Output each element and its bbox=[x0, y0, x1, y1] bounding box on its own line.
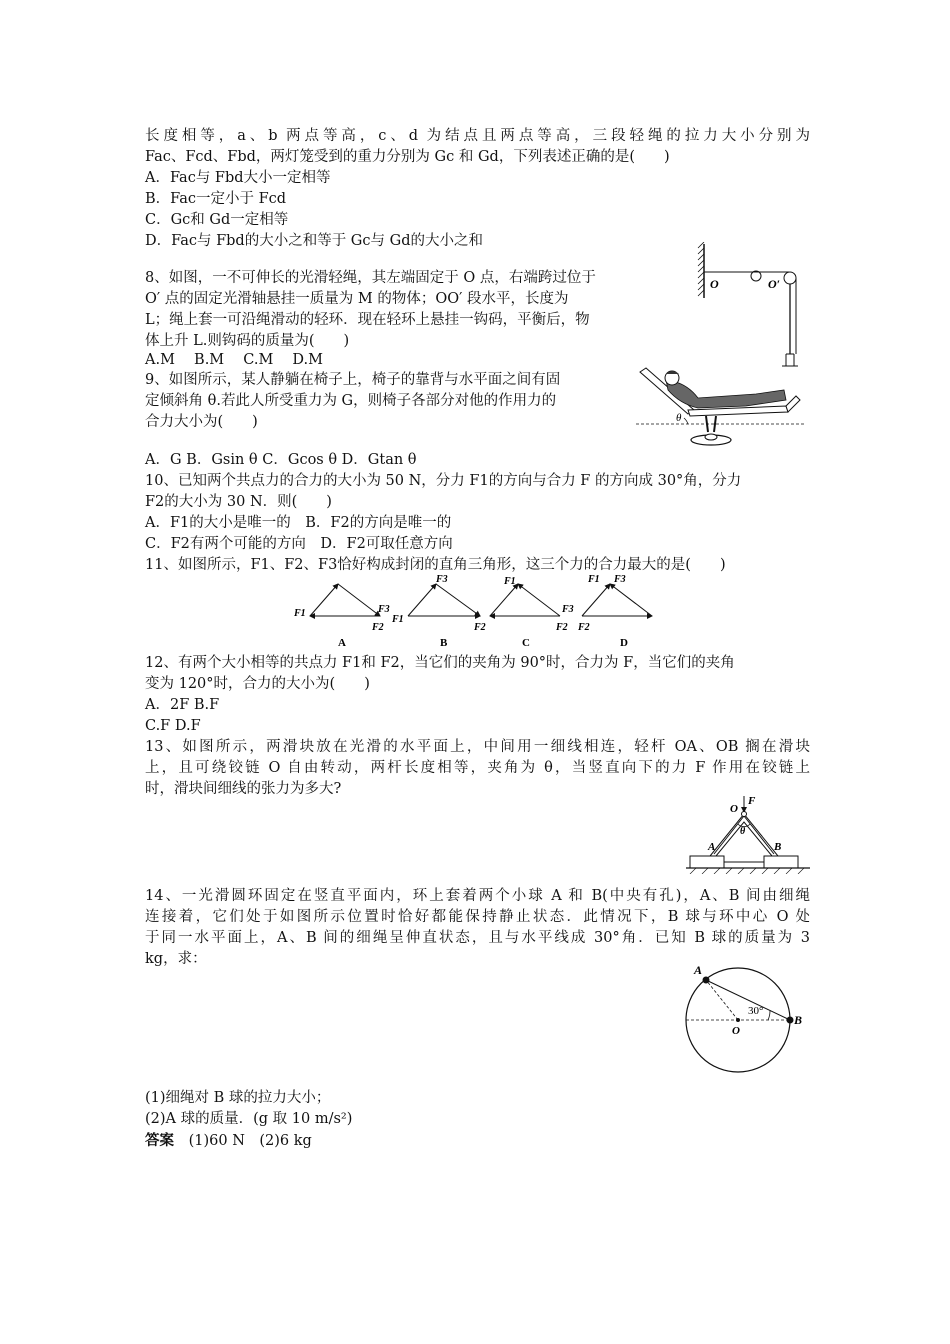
q10-options-1: A．F1的大小是唯一的 B．F2的方向是唯一的 bbox=[145, 515, 452, 531]
tri-a-f2: F2 bbox=[372, 622, 384, 633]
q10-line-1: 10、已知两个共点力的合力的大小为 50 N，分力 F1的方向与合力 F 的方向成 30°角，分力 bbox=[145, 473, 742, 489]
triangle-b bbox=[391, 574, 486, 649]
q14-label-a: A bbox=[694, 963, 703, 977]
q7-option-a: A．Fac与 Fbd大小一定相等 bbox=[145, 170, 331, 186]
tri-d-f3: F3 bbox=[614, 574, 626, 585]
tri-a-f1: F1 bbox=[294, 608, 306, 619]
q9-line-2: 定倾斜角 θ.若此人所受重力为 G，则椅子各部分对他的作用力的 bbox=[145, 393, 557, 409]
q13-label-b: B bbox=[774, 841, 782, 853]
tri-c-f3: F3 bbox=[562, 604, 574, 615]
q10-line-2: F2的大小为 30 N．则( ) bbox=[145, 494, 332, 510]
q8-line-3: L；绳上套一可沿绳滑动的轻环．现在轻环上悬挂一钩码，平衡后，物 bbox=[145, 312, 590, 328]
tri-c-label: C bbox=[522, 637, 530, 649]
q11-triangles-figure bbox=[290, 572, 662, 652]
q8-options: A.M B.M C.M D.M bbox=[145, 352, 323, 368]
q13-label-a: A bbox=[708, 841, 716, 853]
q14-label-b: B bbox=[794, 1013, 803, 1027]
q8-line-2: O′ 点的固定光滑轴悬挂一质量为 M 的物体；OO′ 段水平，长度为 bbox=[145, 291, 569, 307]
q12-line-2: 变为 120°时，合力的大小为( ) bbox=[145, 676, 370, 692]
q14-line-2: 连接着，它们处于如图所示位置时恰好都能保持静止状态．此情况下，B 球与环中心 O 处 bbox=[145, 909, 810, 925]
q8-label-o-prime: O′ bbox=[768, 277, 781, 291]
triangle-d bbox=[577, 574, 652, 649]
q13-label-o: O bbox=[730, 803, 738, 815]
q14-ring-figure bbox=[680, 958, 808, 1074]
tri-d-label: D bbox=[620, 637, 628, 649]
triangle-a bbox=[293, 584, 390, 649]
q14-sub-2: (2)A 球的质量．(g 取 10 m/s²) bbox=[145, 1111, 353, 1127]
q9-label-theta: θ bbox=[676, 412, 682, 424]
answer-text: (1)60 N (2)6 kg bbox=[188, 1133, 312, 1149]
tri-d-f1: F1 bbox=[588, 574, 600, 585]
q12-line-1: 12、有两个大小相等的共点力 F1和 F2，当它们的夹角为 90°时，合力为 F，当它们的夹角 bbox=[145, 655, 735, 671]
q13-label-theta: θ bbox=[740, 826, 746, 837]
tri-b-f2: F2 bbox=[474, 622, 486, 633]
q13-line-1: 13、如图所示，两滑块放在光滑的水平面上，中间用一细线相连，轻杆 OA、OB 搁在滑块 bbox=[145, 739, 810, 755]
q13-rods-figure bbox=[686, 792, 810, 874]
q8-pulley-figure bbox=[690, 242, 805, 370]
q12-options-1: A．2F B.F bbox=[145, 697, 220, 713]
q14-line-4: kg，求： bbox=[145, 951, 207, 967]
q7-option-b: B．Fac一定小于 Fcd bbox=[145, 191, 287, 207]
q9-line-3: 合力大小为( ) bbox=[145, 414, 258, 430]
q9-options: A．G B．Gsin θ C．Gcos θ D．Gtan θ bbox=[145, 452, 417, 468]
answer-label: 答案 bbox=[145, 1132, 174, 1149]
q13-line-2: 上，且可绕铰链 O 自由转动，两杆长度相等，夹角为 θ，当竖直向下的力 F 作用在铰链上 bbox=[145, 760, 810, 776]
q7-option-d: D．Fac与 Fbd的大小之和等于 Gc与 Gd的大小之和 bbox=[145, 233, 483, 249]
q10-options-2: C．F2有两个可能的方向 D．F2可取任意方向 bbox=[145, 536, 453, 552]
q14-line-3: 于同一水平面上，A、B 间的细绳呈伸直状态，且与水平线成 30°角．已知 B 球的质量为 3 bbox=[145, 930, 810, 946]
tri-c-f2: F2 bbox=[556, 622, 568, 633]
triangle-c bbox=[490, 576, 574, 649]
q9-chair-figure bbox=[636, 360, 806, 455]
q13-line-3: 时，滑块间细线的张力为多大? bbox=[145, 781, 342, 797]
q9-line-1: 9、如图所示，某人静躺在椅子上，椅子的靠背与水平面之间有固 bbox=[145, 372, 561, 388]
tri-a-label: A bbox=[338, 637, 346, 649]
q12-options-2: C.F D.F bbox=[145, 718, 201, 734]
q11-line-1: 11、如图所示，F1、F2、F3恰好构成封闭的直角三角形，这三个力的合力最大的是( ) bbox=[145, 557, 726, 573]
tri-c-f1: F1 bbox=[504, 576, 516, 587]
q7-line-1: 长度相等，a、b 两点等高，c、d 为结点且两点等高，三段轻绳的拉力大小分别为 bbox=[145, 128, 810, 144]
q7-option-c: C．Gc和 Gd一定相等 bbox=[145, 212, 289, 228]
q14-label-o: O bbox=[732, 1025, 740, 1037]
q8-line-1: 8、如图，一不可伸长的光滑轻绳，其左端固定于 O 点，右端跨过位于 bbox=[145, 270, 596, 286]
tri-b-f1: F1 bbox=[392, 614, 404, 625]
tri-d-f2: F2 bbox=[578, 622, 590, 633]
q8-line-4: 体上升 L.则钩码的质量为( ) bbox=[145, 333, 350, 349]
q14-answer bbox=[145, 1130, 312, 1152]
q14-sub-1: (1)细绳对 B 球的拉力大小； bbox=[145, 1090, 331, 1106]
q14-label-angle: 30° bbox=[748, 1005, 764, 1017]
q14-line-1: 14、一光滑圆环固定在竖直平面内，环上套着两个小球 A 和 B(中央有孔)，A、B 间由细绳 bbox=[145, 888, 810, 904]
tri-b-label: B bbox=[440, 637, 448, 649]
tri-a-f3: F3 bbox=[378, 604, 390, 615]
tri-b-f3: F3 bbox=[436, 574, 448, 585]
q7-line-2: Fac、Fcd、Fbd，两灯笼受到的重力分别为 Gc 和 Gd，下列表述正确的是( ) bbox=[145, 149, 670, 165]
q13-label-f: F bbox=[748, 795, 756, 807]
q8-label-o: O bbox=[710, 277, 719, 291]
